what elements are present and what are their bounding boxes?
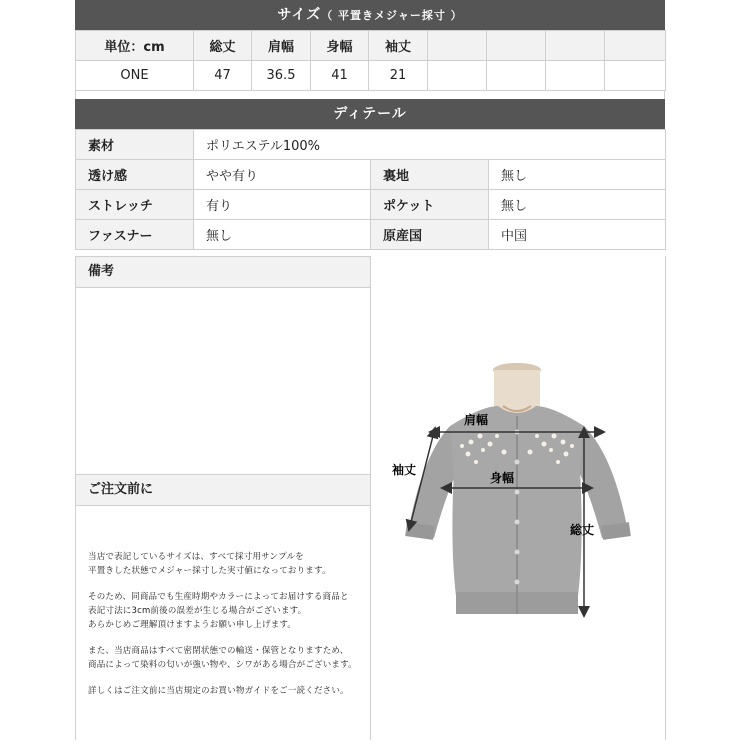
size-header-cell: 身幅 [311, 31, 369, 61]
size-value-cell: 47 [194, 61, 252, 91]
shoulder-label: 肩幅 [464, 413, 489, 427]
detail-value: やや有り [194, 160, 371, 190]
caution-paragraph [88, 684, 370, 698]
caution-line: また、当店商品はすべて密閉状態での輸送・保管となりますため、 [88, 646, 349, 656]
detail-value: 有り [194, 190, 371, 220]
caution-paragraph [88, 590, 370, 632]
length-label: 総丈 [570, 523, 595, 537]
detail-value: 無し [194, 220, 371, 250]
detail-label: 原産国 [371, 220, 489, 250]
caution-paragraph [88, 550, 370, 578]
size-value-cell [428, 61, 487, 91]
left-sleeve [408, 426, 458, 538]
size-header-cell [428, 31, 487, 61]
size-value-cell [487, 61, 546, 91]
caution-label: ご注文前に [76, 474, 370, 506]
detail-table [75, 129, 666, 250]
size-value-cell [605, 61, 666, 91]
size-header-cell [546, 31, 605, 61]
size-header-cell [605, 31, 666, 61]
spec-sheet [75, 0, 665, 250]
detail-label: ストレッチ [76, 190, 194, 220]
caution-text [76, 506, 370, 698]
sleeve-label: 袖丈 [392, 463, 417, 477]
body-width-label: 身幅 [490, 471, 515, 485]
detail-section-header: ディテール [75, 99, 665, 129]
size-title: サイズ [277, 7, 322, 23]
size-value-cell: 41 [311, 61, 369, 91]
size-header-row [76, 31, 666, 61]
detail-row [76, 160, 666, 190]
product-image-panel [370, 256, 666, 740]
caution-line: 商品によって染料の匂いが強い物や、シワがある場合がございます。 [88, 660, 357, 670]
caution-line: 当店で表記しているサイズは、すべて採寸用サンプルを [88, 552, 304, 562]
material-value: ポリエステル100% [194, 130, 666, 160]
notes-column [75, 256, 371, 740]
size-header-cell: 単位：cm [76, 31, 194, 61]
detail-row [76, 130, 666, 160]
detail-value: 無し [489, 160, 666, 190]
size-subtitle: （ 平置きメジャー採寸 ） [321, 9, 463, 22]
size-value-cell: 21 [369, 61, 428, 91]
caution-line: そのため、同商品でも生産時期やカラーによってお届けする商品と [88, 592, 349, 602]
remarks-label: 備考 [76, 256, 370, 288]
material-label: 素材 [76, 130, 194, 160]
remarks-body [76, 288, 370, 474]
caution-line: あらかじめご理解頂けますようお願い申し上げます。 [88, 620, 297, 630]
caution-line: 詳しくはご注文前に当店規定のお買い物ガイドをご一読ください。 [88, 686, 349, 696]
caution-paragraph [88, 644, 370, 672]
detail-label: 裏地 [371, 160, 489, 190]
size-value-cell [546, 61, 605, 91]
detail-label: ファスナー [76, 220, 194, 250]
detail-value: 中国 [489, 220, 666, 250]
size-section-header [75, 0, 665, 30]
size-header-cell [487, 31, 546, 61]
section-gap [75, 91, 665, 99]
detail-label: 透け感 [76, 160, 194, 190]
size-value-cell: 36.5 [252, 61, 311, 91]
size-value-row [76, 61, 666, 91]
size-header-cell: 肩幅 [252, 31, 311, 61]
detail-row [76, 220, 666, 250]
size-value-cell: ONE [76, 61, 194, 91]
caution-line: 表記寸法に3cm前後の誤差が生じる場合がございます。 [88, 606, 307, 616]
detail-row [76, 190, 666, 220]
right-sleeve [578, 426, 628, 538]
caution-line: 平置きした状態でメジャー採寸した実寸値になっております。 [88, 566, 331, 576]
garment-illustration [370, 256, 665, 740]
lower-area [75, 256, 665, 740]
size-table [75, 30, 666, 91]
detail-label: ポケット [371, 190, 489, 220]
size-header-cell: 総丈 [194, 31, 252, 61]
size-header-cell: 袖丈 [369, 31, 428, 61]
detail-value: 無し [489, 190, 666, 220]
